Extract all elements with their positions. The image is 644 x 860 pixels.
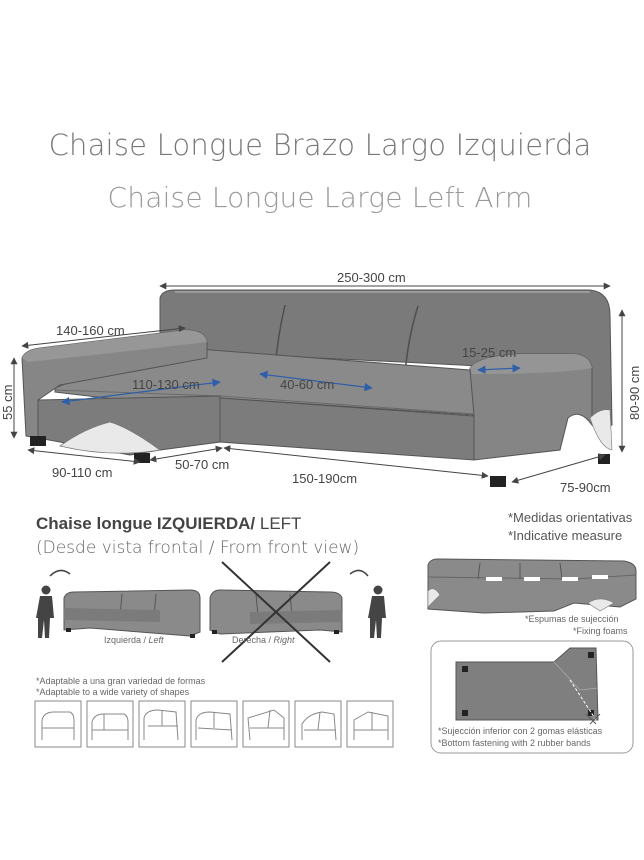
note-foams-es: *Espumas de sujección bbox=[525, 614, 619, 624]
note-adaptable-es: *Adaptable a una gran variedad de formas bbox=[36, 676, 206, 686]
dim-line-sofa-depth bbox=[512, 455, 605, 482]
label-right bbox=[232, 635, 295, 645]
foot-1 bbox=[30, 436, 46, 446]
note-fastening-es: *Sujección inferior con 2 gomas elásticas bbox=[438, 726, 603, 736]
label-left-es: Izquierda / bbox=[104, 635, 149, 645]
orientation-heading bbox=[36, 514, 301, 534]
label-left-en: Left bbox=[148, 635, 164, 645]
label-chaise-width: 90-110 cm bbox=[52, 465, 113, 480]
note-measures-es: *Medidas orientativas bbox=[508, 510, 633, 525]
label-back-height: 80-90 cm bbox=[627, 365, 642, 420]
label-right-es: Derecha / bbox=[232, 635, 274, 645]
back-fabric-gap bbox=[590, 410, 612, 450]
orientation-heading-light: LEFT bbox=[255, 514, 302, 533]
note-adaptable-en: *Adaptable to a wide variety of shapes bbox=[36, 687, 190, 697]
foot-3 bbox=[490, 476, 506, 487]
foam-3 bbox=[562, 577, 578, 581]
arrow-left-icon bbox=[50, 570, 70, 576]
foam-4 bbox=[592, 575, 608, 579]
bottom-fastening-diagram bbox=[430, 640, 634, 754]
orientation-heading-bold: Chaise longue IZQUIERDA/ bbox=[36, 514, 256, 533]
label-total-width: 250-300 cm bbox=[337, 270, 406, 285]
person-left-icon bbox=[36, 586, 54, 639]
note-measures-en: *Indicative measure bbox=[508, 528, 623, 543]
shape-box-2 bbox=[87, 701, 133, 747]
label-arm-width: 15-25 cm bbox=[462, 345, 517, 360]
label-gap: 50-70 cm bbox=[175, 457, 230, 472]
label-chaise-seat: 110-130 cm bbox=[132, 377, 200, 392]
label-sofa-width: 150-190cm bbox=[292, 471, 358, 486]
label-right-en: Right bbox=[273, 635, 295, 645]
left-chaise-sofa bbox=[64, 590, 200, 638]
adaptable-shapes bbox=[34, 700, 396, 750]
arrow-right-icon bbox=[350, 570, 368, 576]
foam-1 bbox=[486, 577, 502, 581]
person-right-icon bbox=[368, 586, 386, 639]
orientation-subheading: (Desde vista frontal / From front view) bbox=[36, 538, 360, 558]
note-foams-en: *Fixing foams bbox=[573, 626, 628, 636]
title-english: Chaise Longue Large Left Arm bbox=[107, 181, 533, 214]
foam-2 bbox=[524, 577, 540, 581]
label-left bbox=[104, 635, 164, 645]
label-chaise-length: 140-160 cm bbox=[56, 323, 125, 338]
label-height: 55 cm bbox=[0, 384, 15, 420]
label-seat-depth: 40-60 cm bbox=[280, 377, 335, 392]
note-fastening-en: *Bottom fastening with 2 rubber bands bbox=[438, 738, 591, 748]
orientation-diagrams bbox=[30, 560, 390, 670]
title-spanish: Chaise Longue Brazo Largo Izquierda bbox=[48, 128, 592, 162]
shape-box-5 bbox=[243, 701, 289, 747]
label-sofa-depth: 75-90cm bbox=[560, 480, 611, 495]
